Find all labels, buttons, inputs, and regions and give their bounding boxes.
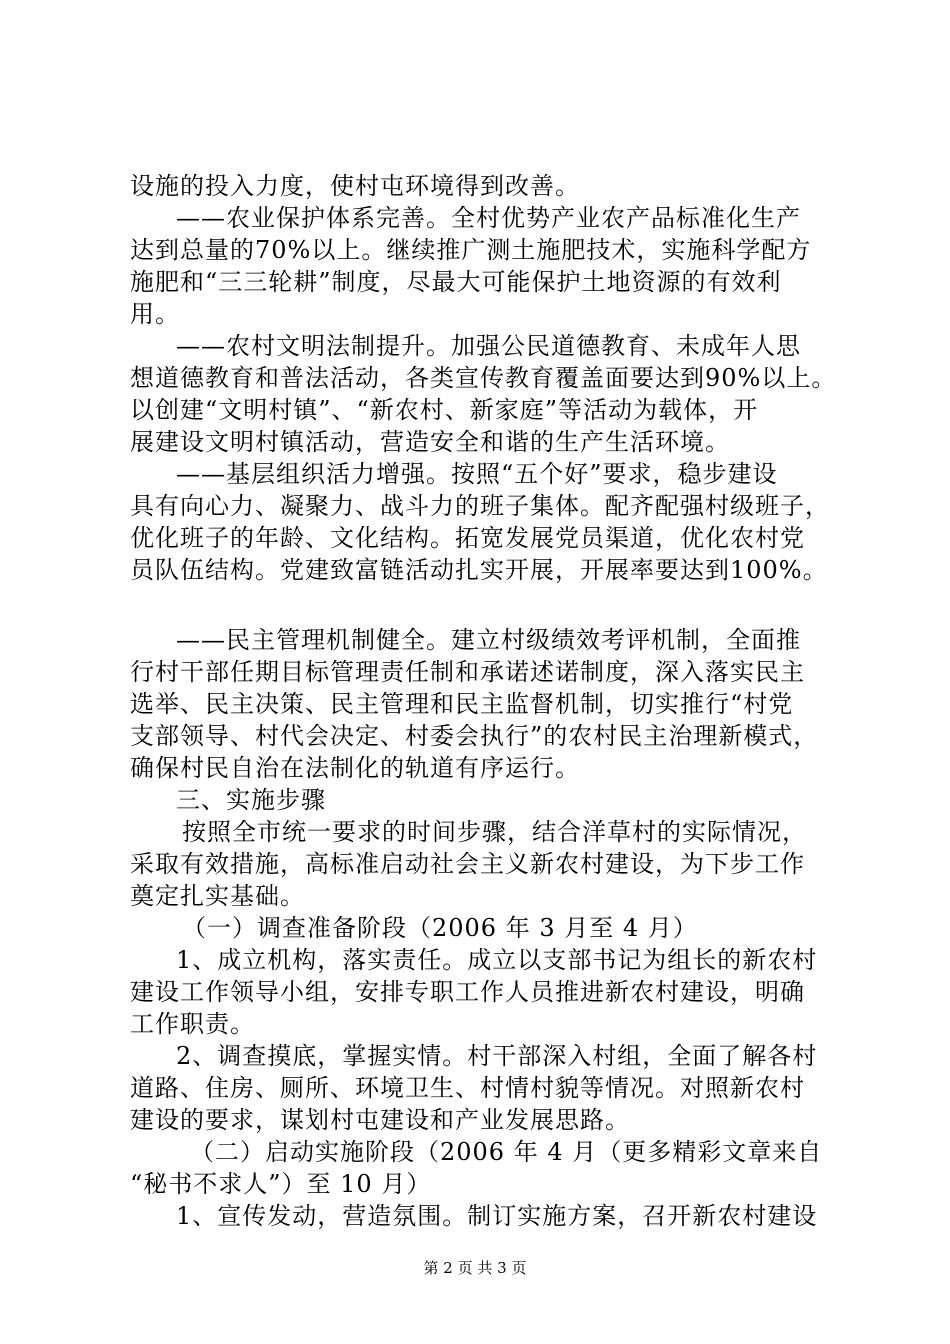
paragraph-line: 1、宣传发动，营造氛围。制订实施方案，召开新农村建设 bbox=[176, 1202, 818, 1230]
paragraph-line: ——基层组织活力增强。按照“五个好”要求，稳步建设 bbox=[176, 460, 778, 488]
paragraph-line: ——民主管理机制健全。建立村级绩效考评机制，全面推 bbox=[176, 626, 801, 654]
paragraph-line: 建设的要求，谋划村屯建设和产业发展思路。 bbox=[130, 1106, 630, 1134]
paragraph-line: 建设工作领导小组，安排专职工作人员推进新农村建设，明确 bbox=[130, 978, 805, 1006]
paragraph-line: 具有向心力、凝聚力、战斗力的班子集体。配齐配强村级班子， bbox=[130, 492, 830, 520]
page-footer bbox=[0, 1258, 950, 1278]
paragraph-line: 员队伍结构。党建致富链活动扎实开展，开展率要达到100%。 bbox=[130, 556, 828, 584]
paragraph-line: ——农业保护体系完善。全村优势产业农产品标准化生产 bbox=[176, 204, 801, 232]
paragraph-line: 想道德教育和普法活动，各类宣传教育覆盖面要达到90%以上。 bbox=[130, 364, 837, 392]
paragraph-line: 道路、住房、厕所、环境卫生、村情村貌等情况。对照新农村 bbox=[130, 1074, 805, 1102]
paragraph-line: 优化班子的年龄、文化结构。拓宽发展党员渠道，优化农村党 bbox=[130, 524, 805, 552]
paragraph-line: 选举、民主决策、民主管理和民主监督机制，切实推行“村党 bbox=[130, 690, 794, 718]
subsection-heading: （二）启动实施阶段（2006 年 4 月（更多精彩文章来自 bbox=[190, 1138, 823, 1166]
subsection-heading: （一）调查准备阶段（2006 年 3 月至 4 月） bbox=[182, 914, 698, 942]
section-heading: 三、实施步骤 bbox=[176, 786, 326, 814]
paragraph-line: 按照全市统一要求的时间步骤，结合洋草村的实际情况， bbox=[182, 818, 807, 846]
paragraph-line: 支部领导、村代会决定、村委会执行”的农村民主治理新模式， bbox=[130, 722, 819, 750]
paragraph-line: 用。 bbox=[130, 300, 180, 328]
paragraph-line: 施肥和“三三轮耕”制度，尽最大可能保护土地资源的有效利 bbox=[130, 268, 782, 296]
paragraph-line: 奠定扎实基础。 bbox=[130, 882, 305, 910]
paragraph-line: 采取有效措施，高标准启动社会主义新农村建设，为下步工作 bbox=[130, 850, 805, 878]
document-body bbox=[130, 170, 850, 1232]
paragraph-line: 行村干部任期目标管理责任制和承诺述诺制度，深入落实民主 bbox=[130, 658, 805, 686]
paragraph-line: 1、成立机构，落实责任。成立以支部书记为组长的新农村 bbox=[176, 946, 818, 974]
paragraph-line: “秘书不求人”）至 10 月） bbox=[130, 1170, 432, 1198]
paragraph-line: ——农村文明法制提升。加强公民道德教育、未成年人思 bbox=[176, 332, 801, 360]
paragraph-line: 确保村民自治在法制化的轨道有序运行。 bbox=[130, 754, 580, 782]
paragraph-line: 设施的投入力度，使村屯环境得到改善。 bbox=[130, 172, 580, 200]
paragraph-line: 工作职责。 bbox=[130, 1010, 255, 1038]
paragraph-line: 达到总量的70%以上。继续推广测土施肥技术，实施科学配方 bbox=[130, 236, 812, 264]
paragraph-line: 2、调查摸底，掌握实情。村干部深入村组，全面了解各村 bbox=[176, 1042, 818, 1070]
paragraph-line: 展建设文明村镇活动，营造安全和谐的生产生活环境。 bbox=[130, 428, 730, 456]
paragraph-line: 以创建“文明村镇”、“新农村、新家庭”等活动为载体，开 bbox=[130, 396, 759, 424]
page-number: 第 2 页 共 3 页 bbox=[423, 1259, 527, 1277]
